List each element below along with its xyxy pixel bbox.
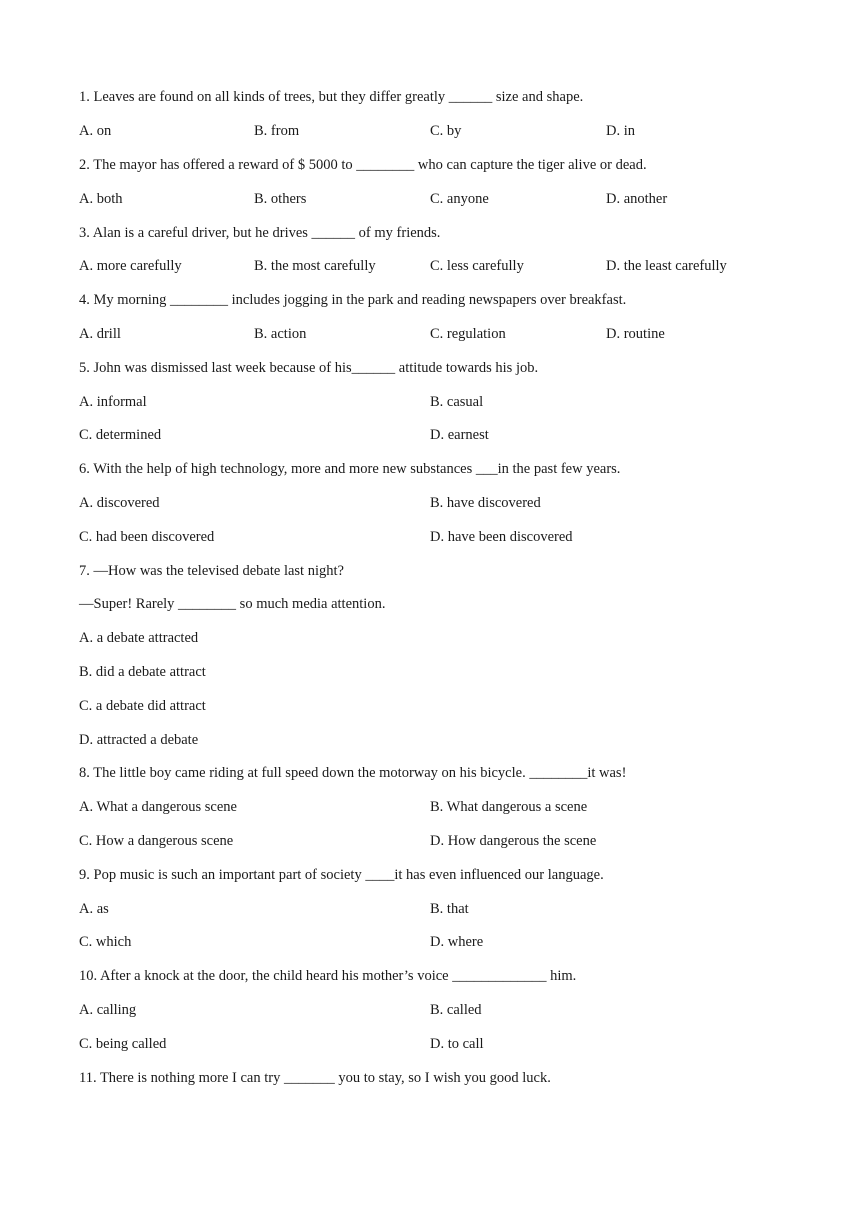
question-3-option-a: A. more carefully — [79, 258, 182, 274]
question-9-stem: 9. Pop music is such an important part of society ____it has even influenced our language. — [79, 867, 604, 883]
question-2-option-a: A. both — [79, 191, 123, 207]
question-5-option-c: C. determined — [79, 427, 162, 443]
question-10-stem: 10. After a knock at the door, the child heard his mother’s voice _____________ him. — [79, 968, 577, 984]
question-5-stem: 5. John was dismissed last week because of his______ attitude towards his job. — [79, 360, 539, 376]
question-3-option-b: B. the most carefully — [254, 258, 376, 274]
question-3-stem: 3. Alan is a careful driver, but he drives ______ of my friends. — [79, 225, 441, 241]
question-5-option-d: D. earnest — [430, 427, 489, 443]
question-1-option-d: D. in — [606, 123, 635, 139]
question-5-option-a: A. informal — [79, 394, 147, 410]
question-2-option-c: C. anyone — [430, 191, 489, 207]
question-4-option-c: C. regulation — [430, 326, 506, 342]
question-4-option-b: B. action — [254, 326, 307, 342]
question-8-option-a: A. What a dangerous scene — [79, 799, 237, 815]
question-8-option-c: C. How a dangerous scene — [79, 833, 234, 849]
question-2-option-b: B. others — [254, 191, 307, 207]
question-5-option-b: B. casual — [430, 394, 484, 410]
question-7-option-b: B. did a debate attract — [79, 664, 206, 680]
question-6-option-a: A. discovered — [79, 495, 160, 511]
question-1-option-b: B. from — [254, 123, 300, 139]
question-1-option-a: A. on — [79, 123, 112, 139]
question-8-option-d: D. How dangerous the scene — [430, 833, 597, 849]
question-9-option-b: B. that — [430, 901, 469, 917]
question-7-option-a: A. a debate attracted — [79, 630, 199, 646]
question-8-stem: 8. The little boy came riding at full speed down the motorway on his bicycle. ________it was! — [79, 765, 627, 781]
question-2-stem: 2. The mayor has offered a reward of $ 5000 to ________ who can capture the tiger alive or dead. — [79, 157, 647, 173]
question-7-option-c: C. a debate did attract — [79, 698, 206, 714]
question-6-option-d: D. have been discovered — [430, 529, 573, 545]
question-7-stem-reply: —Super! Rarely ________ so much media attention. — [79, 596, 386, 612]
question-3-option-d: D. the least carefully — [606, 258, 727, 274]
question-8-option-b: B. What dangerous a scene — [430, 799, 588, 815]
question-10-option-b: B. called — [430, 1002, 482, 1018]
question-7-stem: 7. —How was the televised debate last night? — [79, 563, 344, 579]
question-9-option-a: A. as — [79, 901, 109, 917]
question-7-option-d: D. attracted a debate — [79, 732, 199, 748]
question-6-option-c: C. had been discovered — [79, 529, 215, 545]
question-10-option-c: C. being called — [79, 1036, 167, 1052]
question-10-option-a: A. calling — [79, 1002, 137, 1018]
question-6-option-b: B. have discovered — [430, 495, 541, 511]
question-4-stem: 4. My morning ________ includes jogging in the park and reading newspapers over breakfast. — [79, 292, 627, 308]
question-9-option-c: C. which — [79, 934, 132, 950]
question-4-option-a: A. drill — [79, 326, 121, 342]
question-1-option-c: C. by — [430, 123, 462, 139]
question-4-option-d: D. routine — [606, 326, 665, 342]
question-9-option-d: D. where — [430, 934, 484, 950]
question-1-stem: 1. Leaves are found on all kinds of trees, but they differ greatly ______ size and shape. — [79, 89, 584, 105]
question-10-option-d: D. to call — [430, 1036, 484, 1052]
question-3-option-c: C. less carefully — [430, 258, 524, 274]
question-6-stem: 6. With the help of high technology, more and more new substances ___in the past few years. — [79, 461, 621, 477]
question-11-stem: 11. There is nothing more I can try _______ you to stay, so I wish you good luck. — [79, 1070, 551, 1086]
question-2-option-d: D. another — [606, 191, 668, 207]
